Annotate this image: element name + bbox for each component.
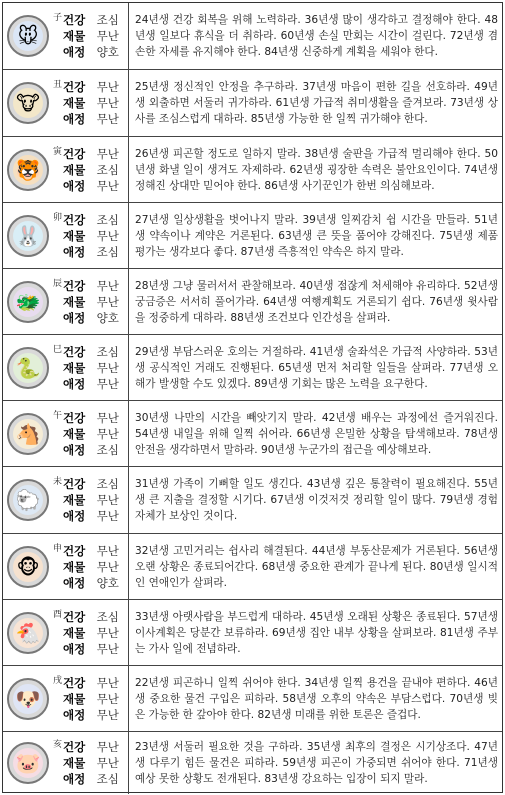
fortune-label — [63, 310, 127, 326]
zodiac-hanja: 酉 — [53, 609, 63, 620]
zodiac-hanja: 未 — [53, 477, 63, 487]
zodiac-label-cell — [3, 732, 129, 794]
fortune-value: 무난 — [96, 360, 119, 375]
fortune-category: 애정 — [63, 442, 86, 457]
fortune-text — [135, 739, 498, 787]
fortune-text-body: 28년생 그냥 물러서서 관찰해보라. 40년생 점잖게 처세해야 유리하다. 52년생 궁금증은 서서히 풀어가라. 64년생 여행계획도 거론되기 쉽다. 76년생 윗사람을 정중하게 대하라. 88년생 조건보다 인간성을 살펴라. — [135, 279, 498, 324]
fortune-label — [63, 162, 127, 178]
zodiac-label-cell — [3, 137, 129, 202]
fortune-text-body: 29년생 부담스러운 호의는 거절하라. 41년생 술좌석은 가급적 사양하라. 53년생 공식적인 거래도 진행된다. 65년생 먼저 처리할 일들을 살펴라. 77년생 오해가 발생할 수도 있겠다. 89년생 기회는 많은 노력을 요구한다. — [135, 345, 498, 390]
fortune-category: 건강 — [63, 278, 86, 293]
fortune-label — [63, 755, 127, 771]
fortune-labels — [63, 739, 127, 787]
fortune-label — [63, 44, 127, 60]
fortune-category: 재물 — [63, 559, 86, 574]
fortune-value: 조심 — [96, 162, 119, 177]
zodiac-row — [3, 335, 502, 401]
fortune-label — [63, 543, 127, 559]
fortune-label — [63, 691, 127, 707]
fortune-labels — [63, 12, 127, 60]
fortune-labels — [63, 410, 127, 458]
fortune-value: 무난 — [96, 509, 119, 523]
zodiac-label-cell — [3, 269, 129, 334]
fortune-labels — [63, 212, 127, 260]
fortune-text-body: 23년생 서둘러 필요한 것을 구하라. 35년생 최후의 결정은 시기상조다. 47년생 다루기 힘든 물건은 피하라. 59년생 피곤이 가중되면 쉬어야 한다. 71년생 예상 못한 상황도 전개된다. 83년생 강요하는 입장이 되지 말라. — [135, 741, 498, 785]
zodiac-hanja: 辰 — [53, 278, 63, 289]
fortune-text — [135, 476, 498, 524]
fortune-label — [63, 707, 127, 723]
zodiac-row — [3, 70, 502, 137]
fortune-value: 무난 — [96, 493, 119, 507]
fortune-value: 양호 — [96, 310, 119, 325]
fortune-labels — [63, 543, 127, 591]
zodiac-label-cell — [3, 534, 129, 599]
zodiac-hanja: 申 — [53, 543, 63, 554]
fortune-text-body: 22년생 피곤하니 일찍 쉬어야 한다. 34년생 일찍 용건을 끝내야 편하다. 46년생 중요한 물건 구입은 피하라. 58년생 오후의 약속은 부담스럽다. 70년생 빚은 가능한 한 갚아야 한다. 82년생 미래를 위한 토론은 즐겁다. — [135, 676, 498, 721]
fortune-value: 조심 — [96, 477, 119, 491]
zodiac-row — [3, 137, 502, 203]
zodiac-label-cell — [3, 70, 129, 136]
zodiac-hanja: 亥 — [53, 740, 63, 750]
fortune-category: 애정 — [63, 112, 86, 126]
fortune-label — [63, 575, 127, 591]
fortune-value: 무난 — [96, 625, 119, 640]
fortune-category: 애정 — [63, 641, 86, 656]
fortune-text — [135, 609, 498, 657]
fortune-category: 재물 — [63, 691, 86, 706]
fortune-value: 양호 — [96, 575, 119, 590]
fortune-category: 건강 — [63, 80, 86, 94]
fortune-value: 무난 — [96, 740, 119, 754]
fortune-label — [63, 111, 127, 127]
zodiac-hanja: 子 — [53, 13, 63, 23]
fortune-category: 건강 — [63, 477, 86, 491]
fortune-category: 재물 — [63, 493, 86, 507]
fortune-category: 건강 — [63, 740, 86, 754]
fortune-category: 재물 — [63, 228, 86, 243]
fortune-label — [63, 476, 127, 492]
fortune-text — [135, 12, 498, 60]
fortune-category: 애정 — [63, 244, 86, 259]
zodiac-hanja: 午 — [53, 410, 63, 421]
fortune-value: 조심 — [96, 442, 119, 457]
zodiac-row — [3, 467, 502, 534]
fortune-value: 무난 — [96, 691, 119, 706]
fortune-text — [135, 410, 498, 458]
fortune-text-body: 33년생 아랫사람을 부드럽게 대하라. 45년생 오래된 상황은 종료된다. 57년생 이사계획은 당분간 보류하라. 69년생 집안 내부 상황을 살펴보라. 81년생 주부는 가사 일에 전념하라. — [135, 610, 498, 655]
fortune-category: 건강 — [63, 410, 86, 425]
tiger-icon: 🐯 — [7, 149, 49, 191]
zodiac-hanja: 戌 — [53, 675, 63, 686]
zodiac-label-cell — [3, 203, 129, 268]
fortune-label — [63, 228, 127, 244]
fortune-label — [63, 675, 127, 691]
fortune-labels — [63, 675, 127, 723]
zodiac-row — [3, 203, 502, 269]
fortune-value: 무난 — [96, 96, 119, 110]
fortune-category: 애정 — [63, 707, 86, 722]
fortune-value: 무난 — [96, 707, 119, 722]
horoscope-table — [2, 2, 503, 793]
fortune-labels — [63, 278, 127, 326]
fortune-category: 애정 — [63, 178, 86, 193]
fortune-category: 재물 — [63, 625, 86, 640]
zodiac-row — [3, 732, 502, 794]
fortune-text — [135, 79, 498, 127]
fortune-category: 건강 — [63, 13, 86, 27]
fortune-label — [63, 559, 127, 575]
fortune-label — [63, 146, 127, 162]
fortune-label — [63, 609, 127, 625]
fortune-category: 재물 — [63, 96, 86, 110]
fortune-category: 애정 — [63, 575, 86, 590]
fortune-labels — [63, 476, 127, 524]
fortune-value: 조심 — [96, 344, 119, 359]
fortune-label — [63, 360, 127, 376]
fortune-label — [63, 178, 127, 194]
fortune-text — [135, 675, 498, 723]
fortune-value: 무난 — [96, 294, 119, 309]
fortune-category: 재물 — [63, 294, 86, 309]
fortune-value: 조심 — [96, 212, 119, 227]
fortune-category: 애정 — [63, 310, 86, 325]
zodiac-row — [3, 600, 502, 666]
fortune-label — [63, 244, 127, 260]
zodiac-row — [3, 269, 502, 335]
rooster-icon: 🐔 — [7, 612, 49, 654]
zodiac-row — [3, 534, 502, 600]
sheep-icon: 🐑 — [7, 479, 49, 521]
fortune-value: 조심 — [96, 609, 119, 624]
zodiac-row — [3, 3, 502, 70]
fortune-value: 무난 — [96, 559, 119, 574]
fortune-label — [63, 376, 127, 392]
fortune-text-body: 30년생 나만의 시간을 빼앗기지 말라. 42년생 배우는 과정에선 즐거워진다. 54년생 내일을 위해 일찍 쉬어라. 66년생 은밀한 상황을 탐색해보라. 78년생 안전을 생각하면서 말하라. 90년생 누군가의 접근을 예상해보라. — [135, 411, 498, 456]
fortune-label — [63, 771, 127, 787]
fortune-category: 건강 — [63, 609, 86, 624]
fortune-text — [135, 212, 498, 260]
fortune-text-body: 26년생 피곤할 정도로 일하지 말라. 38년생 술판을 가급적 멀리해야 한다. 50년생 화낼 일이 생겨도 자제하라. 62년생 굉장한 속력은 불안요인이다. 74년생 정해진 상대만 믿어야 한다. 86년생 사기꾼인가 한번 의심해보라. — [135, 147, 498, 192]
fortune-value: 무난 — [96, 756, 119, 770]
fortune-label — [63, 79, 127, 95]
fortune-labels — [63, 146, 127, 194]
zodiac-hanja: 丑 — [53, 80, 63, 90]
zodiac-hanja: 卯 — [53, 212, 63, 223]
zodiac-row — [3, 401, 502, 467]
fortune-category: 애정 — [63, 45, 86, 59]
fortune-label — [63, 508, 127, 524]
rabbit-icon: 🐰 — [7, 215, 49, 257]
fortune-category: 건강 — [63, 543, 86, 558]
fortune-value: 양호 — [96, 45, 119, 59]
fortune-value: 무난 — [96, 543, 119, 558]
monkey-icon: 🐵 — [7, 546, 49, 588]
fortune-value: 조심 — [96, 13, 119, 27]
fortune-text — [135, 278, 498, 326]
horse-icon: 🐴 — [7, 413, 49, 455]
fortune-value: 무난 — [96, 112, 119, 126]
zodiac-label-cell — [3, 3, 129, 69]
fortune-label — [63, 212, 127, 228]
fortune-value: 조심 — [96, 772, 119, 786]
fortune-category: 건강 — [63, 146, 86, 161]
fortune-label — [63, 12, 127, 28]
fortune-label — [63, 739, 127, 755]
zodiac-hanja: 寅 — [53, 146, 63, 157]
fortune-value: 무난 — [96, 376, 119, 391]
fortune-value: 무난 — [96, 228, 119, 243]
fortune-label — [63, 625, 127, 641]
fortune-category: 애정 — [63, 509, 86, 523]
fortune-value: 무난 — [96, 146, 119, 161]
fortune-labels — [63, 344, 127, 392]
fortune-label — [63, 95, 127, 111]
fortune-label — [63, 278, 127, 294]
fortune-text-body: 32년생 고민거리는 쉽사리 해결된다. 44년생 부동산문제가 거론된다. 56년생 오랜 상황은 종료되어간다. 68년생 중요한 관계가 끝나게 된다. 80년생 일시적인 연애인가 살펴라. — [135, 544, 498, 589]
fortune-category: 재물 — [63, 756, 86, 770]
fortune-text-body: 25년생 정신적인 안정을 추구하라. 37년생 마음이 편한 길을 선호하라. 49년생 외출하면 서둘러 귀가하라. 61년생 가급적 취미생활을 즐겨보라. 73년생 상사를 조심스럽게 대하라. 85년생 가능한 한 일찍 귀가해야 한다. — [135, 81, 498, 125]
fortune-label — [63, 426, 127, 442]
fortune-text — [135, 543, 498, 591]
fortune-label — [63, 294, 127, 310]
snake-icon: 🐍 — [7, 347, 49, 389]
fortune-label — [63, 641, 127, 657]
zodiac-label-cell — [3, 401, 129, 466]
fortune-value: 무난 — [96, 641, 119, 656]
fortune-value: 무난 — [96, 426, 119, 441]
dragon-icon: 🐲 — [7, 281, 49, 323]
fortune-value: 무난 — [96, 80, 119, 94]
ox-icon: 🐮 — [7, 82, 49, 124]
zodiac-row — [3, 666, 502, 732]
fortune-value: 무난 — [96, 675, 119, 690]
fortune-value: 무난 — [96, 178, 119, 193]
fortune-label — [63, 410, 127, 426]
fortune-category: 재물 — [63, 29, 86, 43]
fortune-value: 무난 — [96, 410, 119, 425]
fortune-text-body: 31년생 가족이 기뻐할 일도 생긴다. 43년생 깊은 통찰력이 필요해진다. 55년생 큰 지출을 결정할 시기다. 67년생 이것저것 정리할 일이 많다. 79년생 경험 자체가 보상인 것이다. — [135, 478, 498, 522]
fortune-category: 재물 — [63, 162, 86, 177]
fortune-value: 무난 — [96, 278, 119, 293]
fortune-label — [63, 492, 127, 508]
fortune-text-body: 24년생 건강 회복을 위해 노력하라. 36년생 많이 생각하고 결정해야 한다. 48년생 일보다 휴식을 더 취하라. 60년생 손실 만회는 시간이 걸린다. 72년생 겸손한 자세를 유지해야 한다. 84년생 신중하게 계획을 세워야 한다. — [135, 14, 498, 58]
fortune-value: 조심 — [96, 244, 119, 259]
zodiac-label-cell — [3, 467, 129, 533]
fortune-text-body: 27년생 일상생활을 벗어나지 말라. 39년생 일찌감치 쉽 시간을 만들라. 51년생 약속이나 계약은 거론된다. 63년생 큰 뜻을 품어야 강해진다. 75년생 제품 평가는 생각보다 좋다. 87년생 즉흥적인 약속은 하지 말라. — [135, 213, 498, 258]
fortune-category: 건강 — [63, 212, 86, 227]
fortune-label — [63, 28, 127, 44]
zodiac-label-cell — [3, 600, 129, 665]
dog-icon: 🐶 — [7, 678, 49, 720]
fortune-label — [63, 344, 127, 360]
fortune-category: 재물 — [63, 360, 86, 375]
fortune-label — [63, 442, 127, 458]
zodiac-hanja: 巳 — [53, 344, 63, 355]
fortune-text — [135, 146, 498, 194]
fortune-category: 건강 — [63, 675, 86, 690]
fortune-category: 재물 — [63, 426, 86, 441]
fortune-labels — [63, 79, 127, 127]
fortune-value: 무난 — [96, 29, 119, 43]
pig-icon: 🐷 — [7, 742, 49, 784]
zodiac-label-cell — [3, 335, 129, 400]
fortune-category: 애정 — [63, 376, 86, 391]
fortune-labels — [63, 609, 127, 657]
fortune-category: 애정 — [63, 772, 86, 786]
fortune-text — [135, 344, 498, 392]
rat-icon: 🐭 — [7, 15, 49, 57]
zodiac-label-cell — [3, 666, 129, 731]
fortune-category: 건강 — [63, 344, 86, 359]
